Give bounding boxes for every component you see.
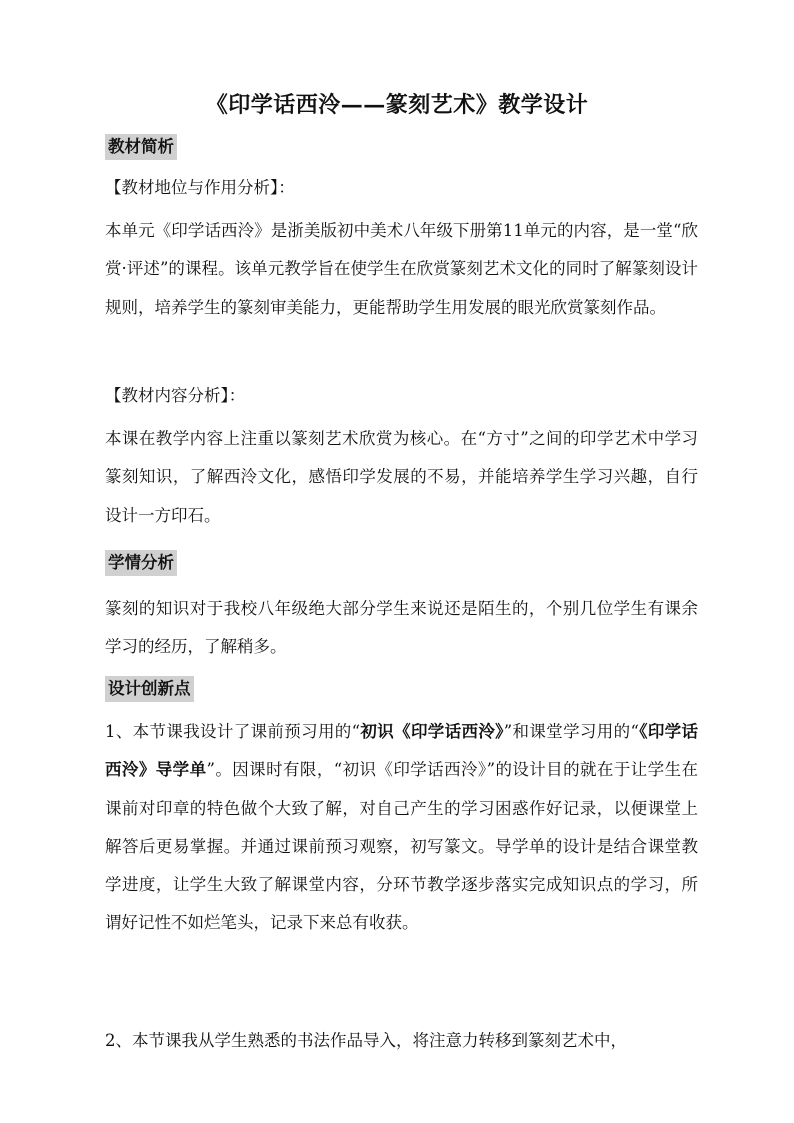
point-1-bold-b: 《印学话西泠》导学单 <box>105 722 699 780</box>
section-heading-innovation: 设计创新点 <box>105 676 194 702</box>
section-heading-textbook: 教材简析 <box>105 134 177 160</box>
document-title: 《印学话西泠——篆刻艺术》教学设计 <box>205 92 589 118</box>
paragraph-innovation-point-1 <box>105 713 698 943</box>
paragraph-students: 篆刻的知识对于我校八年级绝大部分学生来说还是陌生的，个别几位学生有课余学习的经历，了解稍多。 <box>105 599 698 657</box>
point-1-text-a: 1、本节课我设计了课前预习用的“ <box>105 722 361 741</box>
subheading-textbook-content: 【教材内容分析】： <box>105 386 246 405</box>
point-1-text-c: ”。因课时有限，“初识《印学话西泠》”的设计目的就在于让学生在课前对印章的特色做个大致了解，对自己产生的学习困惑作好记录，以便课堂上解答后更易掌握。并通过课前预习观察，初写篆文。导学单的设计是结合课堂教学进度，让学生大致了解课堂内容，分环节教学逐步落实完成知识点的学习，所谓好记性不如烂笔头，记录下来总有收获。 <box>105 760 699 933</box>
point-1-text-b: ”和课堂学习用的“ <box>503 722 639 741</box>
point-1-bold-a: 初识《印学话西泠》 <box>360 722 504 741</box>
paragraph-innovation-point-2: 2、本节课我从学生熟悉的书法作品导入，将注意力转移到篆刻艺术中， <box>105 1031 627 1050</box>
subheading-textbook-position: 【教材地位与作用分析】： <box>105 178 295 197</box>
paragraph-textbook-content: 本课在教学内容上注重以篆刻艺术欣赏为核心。在“方寸”之间的印学艺术中学习篆刻知识，了解西泠文化，感悟印学发展的不易，并能培养学生学习兴趣，自行设计一方印石。 <box>105 429 698 525</box>
paragraph-textbook-position: 本单元《印学话西泠》是浙美版初中美术八年级下册第11单元的内容，是一堂“欣赏·评述”的课程。该单元教学旨在使学生在欣赏篆刻艺术文化的同时了解篆刻设计规则，培养学生的篆刻审美能力，更能帮助学生用发展的眼光欣赏篆刻作品。 <box>105 221 698 317</box>
section-heading-students: 学情分析 <box>105 550 177 576</box>
